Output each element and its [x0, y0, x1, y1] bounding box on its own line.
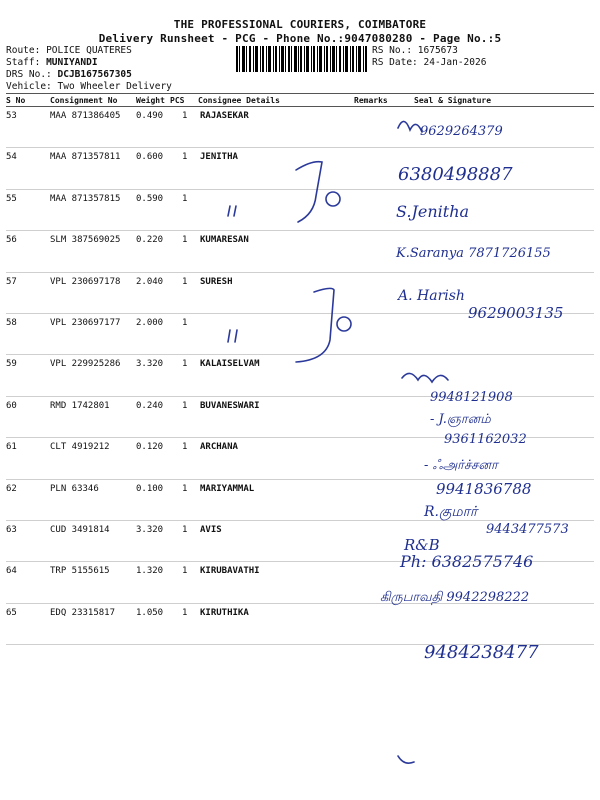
cell-sno: 59: [6, 359, 17, 370]
cell-consignee: KIRUTHIKA: [200, 607, 249, 618]
rs-date-label: RS Date:: [372, 57, 418, 68]
tick-mark-1: [228, 206, 236, 216]
cell-weight: 3.320: [136, 525, 164, 535]
cell-sno: 58: [6, 318, 17, 328]
col-remarks: Remarks: [354, 96, 388, 105]
cell-pcs: 1: [182, 235, 188, 246]
cell-pcs: 1: [182, 483, 188, 494]
bracket-mark-2: [296, 288, 334, 362]
cell-consignee: MARIYAMMAL: [200, 483, 255, 494]
rs-date-value: 24-Jan-2026: [423, 57, 487, 68]
stray-mark: [398, 756, 414, 763]
cell-sno: 61: [6, 442, 17, 453]
cell-sno: 64: [6, 566, 17, 577]
cell-weight: 0.490: [136, 111, 164, 121]
cell-pcs: 1: [182, 525, 188, 535]
cell-consignee: KIRUBAVATHI: [200, 566, 260, 577]
col-consignee: Consignee Details: [198, 96, 280, 105]
cell-consignee: ARCHANA: [200, 442, 238, 453]
col-seal-signature: Seal & Signature: [414, 96, 492, 105]
cell-consignee: JENITHA: [200, 152, 238, 163]
cell-weight: 1.320: [136, 566, 164, 577]
cell-pcs: 1: [182, 607, 188, 618]
drs-value: DCJB167567305: [57, 69, 132, 80]
cell-pcs: 1: [182, 359, 188, 370]
staff-label: Staff:: [6, 57, 41, 68]
cell-weight: 0.600: [136, 152, 164, 163]
cell-weight: 0.240: [136, 400, 164, 411]
cell-sno: 65: [6, 607, 17, 618]
staff-value: MUNIYANDI: [46, 57, 98, 68]
handwriting-r60b: 9361162032: [444, 432, 527, 447]
route-label: Route:: [6, 45, 41, 56]
cell-sno: 54: [6, 152, 17, 163]
tick-mark-2: [228, 330, 237, 342]
handwriting-r62: R.குமார்: [424, 504, 478, 520]
cell-consignment: RMD 1742801: [50, 400, 110, 411]
handwriting-r61b: 9941836788: [436, 480, 532, 498]
cell-pcs: 1: [182, 152, 188, 163]
vehicle-value: Two Wheeler Delivery: [57, 81, 172, 92]
bracket-mark-1: [296, 162, 322, 222]
cell-consignment: MAA 871357815: [50, 193, 121, 204]
signature-r59: [402, 373, 448, 382]
handwriting-r54: 6380498887: [398, 164, 513, 185]
col-sno: S No: [6, 96, 26, 105]
cell-consignee: SURESH: [200, 276, 233, 287]
cell-pcs: 1: [182, 566, 188, 577]
cell-sno: 62: [6, 483, 17, 494]
cell-weight: 2.040: [136, 276, 164, 287]
cell-consignee: RAJASEKAR: [200, 111, 249, 121]
cell-consignee: KUMARESAN: [200, 235, 249, 246]
cell-sno: 55: [6, 193, 17, 204]
handwriting-r53: 9629264379: [420, 124, 503, 139]
cell-consignment: MAA 871357811: [50, 152, 121, 163]
handwriting-r61: - ஃஅர்ச்சனா: [424, 458, 498, 473]
cell-consignment: SLM 387569025: [50, 235, 121, 246]
cell-consignee: BUVANESWARI: [200, 400, 260, 411]
handwriting-r55: S.Jenitha: [396, 202, 470, 221]
cell-consignment: VPL 229925286: [50, 359, 121, 370]
cell-sno: 60: [6, 400, 17, 411]
cell-pcs: 1: [182, 400, 188, 411]
handwriting-r59: 9948121908: [430, 390, 513, 405]
handwriting-r63a: R&B: [404, 536, 440, 554]
runsheet-subtitle: Delivery Runsheet - PCG - Phone No.:9047080280 - Page No.:5: [98, 32, 502, 45]
cell-consignee: KALAISELVAM: [200, 359, 260, 370]
cell-sno: 53: [6, 111, 17, 121]
handwriting-r63b: Ph: 6382575746: [400, 552, 534, 571]
handwriting-r57b: 9629003135: [468, 304, 564, 322]
cell-consignment: TRP 5155615: [50, 566, 110, 577]
cell-sno: 63: [6, 525, 17, 535]
col-pcs: PCS: [170, 96, 185, 105]
runsheet-title: THE PROFESSIONAL COURIERS, COIMBATORE: [173, 18, 427, 31]
drs-label: DRS No.:: [6, 69, 52, 80]
cell-pcs: 1: [182, 318, 188, 328]
cell-pcs: 1: [182, 442, 188, 453]
handwriting-r60: - J.ஞானம்: [430, 412, 491, 427]
cell-pcs: 1: [182, 276, 188, 287]
cell-weight: 0.220: [136, 235, 164, 246]
cell-consignment: CUD 3491814: [50, 525, 110, 535]
handwriting-r57a: A. Harish: [398, 288, 465, 304]
cell-pcs: 1: [182, 111, 188, 121]
cell-consignee: AVIS: [200, 525, 222, 535]
handwriting-r56: K.Saranya 7871726155: [396, 246, 551, 261]
handwriting-r64: கிருபாவதி 9942298222: [380, 590, 530, 605]
cell-weight: 3.320: [136, 359, 164, 370]
cell-weight: 0.120: [136, 442, 164, 453]
cell-consignment: EDQ 23315817: [50, 607, 116, 618]
col-consignment: Consignment No: [50, 96, 118, 105]
col-weight: Weight: [136, 96, 165, 105]
route-value: POLICE QUATERES: [46, 45, 132, 56]
vehicle-label: Vehicle:: [6, 81, 52, 92]
cell-consignment: CLT 4919212: [50, 442, 110, 453]
cell-pcs: 1: [182, 193, 188, 204]
rs-no-value: 1675673: [417, 45, 458, 56]
cell-weight: 1.050: [136, 607, 164, 618]
cell-sno: 57: [6, 276, 17, 287]
cell-weight: 2.000: [136, 318, 164, 328]
cell-consignment: PLN 63346: [50, 483, 99, 494]
rs-no-label: RS No.:: [372, 45, 413, 56]
handwriting-r65: 9484238477: [424, 642, 539, 663]
cell-consignment: VPL 230697178: [50, 276, 121, 287]
cell-weight: 0.100: [136, 483, 164, 494]
cell-sno: 56: [6, 235, 17, 246]
cell-consignment: VPL 230697177: [50, 318, 121, 328]
handwriting-r62b: 9443477573: [486, 522, 569, 537]
cell-weight: 0.590: [136, 193, 164, 204]
cell-consignment: MAA 871386405: [50, 111, 121, 121]
circle-mark-1: [326, 192, 340, 206]
circle-mark-2: [337, 317, 351, 331]
signature-r53: [398, 121, 422, 132]
